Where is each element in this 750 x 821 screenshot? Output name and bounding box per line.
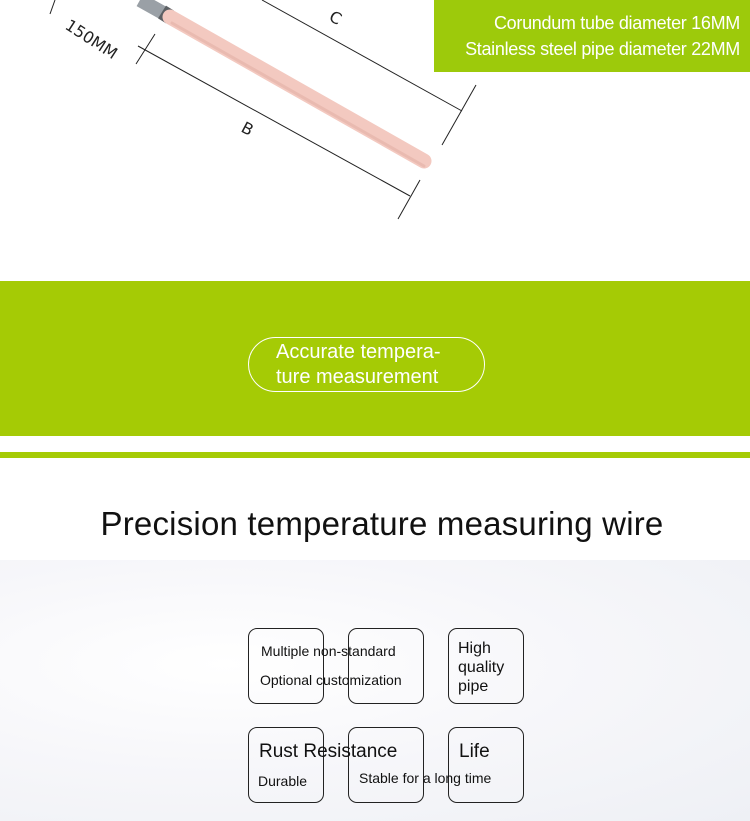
dim-tick-b xyxy=(398,180,420,219)
feature-optional-customization: Optional customization xyxy=(260,672,402,688)
feature-card-1 xyxy=(248,628,324,704)
feature-badge-text xyxy=(276,340,476,390)
steel-pipe xyxy=(140,0,165,14)
feature-card-5 xyxy=(348,727,424,803)
corundum-tube xyxy=(170,17,424,161)
dim-label-c: C xyxy=(326,6,345,29)
spec-corundum: Corundum tube diameter 16MM xyxy=(493,13,740,33)
feature-card-4 xyxy=(248,727,324,803)
feature-high-quality-pipe: High quality pipe xyxy=(458,640,505,695)
spec-steel: Stainless steel pipe diameter 22MM xyxy=(465,39,740,59)
feature-rust-resistance: Rust Resistance xyxy=(259,741,398,762)
dim-label-b: B xyxy=(238,117,257,140)
divider-bar xyxy=(0,452,750,458)
dim-tick-c xyxy=(442,85,476,145)
dim-label-150mm: 150MM xyxy=(61,15,121,64)
badge-line-1: Accurate tempera- xyxy=(276,341,441,363)
feature-durable: Durable xyxy=(258,773,308,789)
dim-line-150 xyxy=(50,0,55,14)
section-heading: Precision temperature measuring wire xyxy=(100,505,664,542)
badge-line-2: ture measurement xyxy=(276,366,439,388)
feature-card-2 xyxy=(348,628,424,704)
feature-multiple-nonstandard: Multiple non-standard xyxy=(261,643,396,659)
feature-card-6 xyxy=(448,727,524,803)
feature-stable-long-time: Stable for a long time xyxy=(359,770,492,786)
spec-banner xyxy=(434,0,750,72)
feature-life: Life xyxy=(459,741,490,762)
corundum-tube-shade xyxy=(172,23,424,166)
dim-tick-150-end xyxy=(136,34,155,64)
